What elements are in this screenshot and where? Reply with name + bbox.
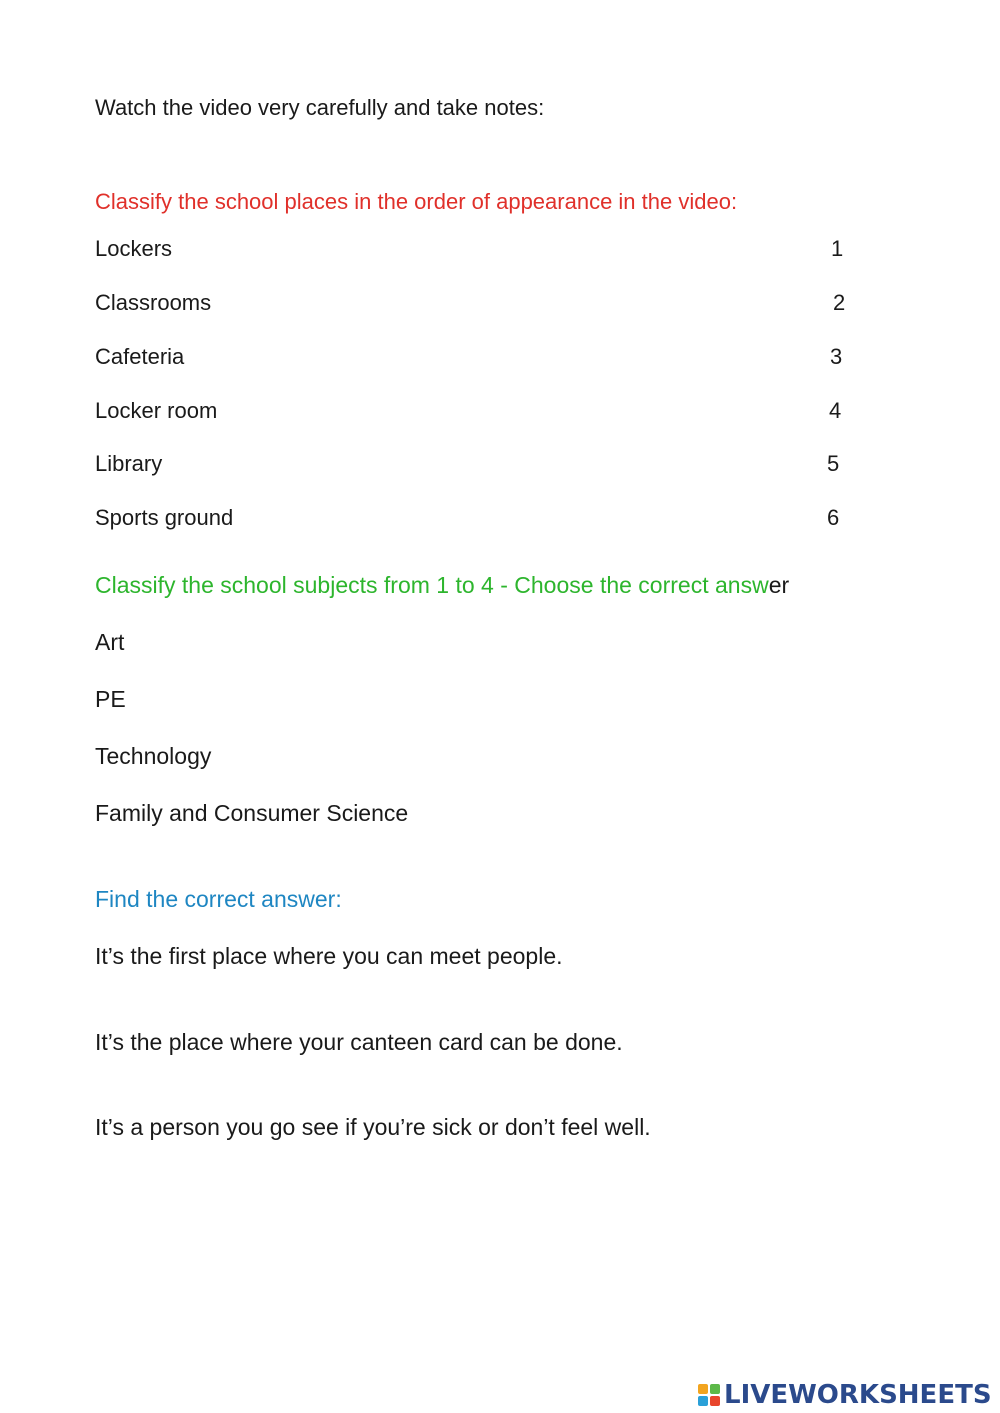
instructions-text: Watch the video very carefully and take notes: [95, 95, 545, 120]
place-number: 6 [827, 505, 840, 530]
logo-text: LIVEWORKSHEETS [724, 1380, 992, 1410]
place-number: 4 [829, 398, 842, 423]
section-heading-answers: Find the correct answer: [95, 886, 342, 912]
place-number: 3 [830, 344, 843, 369]
section-heading-subjects-tail: er [768, 572, 790, 598]
place-number: 1 [831, 236, 844, 261]
place-number: 5 [827, 451, 840, 476]
subject-item: Art [95, 629, 125, 655]
place-label: Classrooms [95, 290, 212, 315]
subject-item: Technology [95, 743, 212, 769]
section-heading-places: Classify the school places in the order of appearance in the video: [95, 189, 738, 214]
place-label: Library [95, 451, 163, 476]
liveworksheets-logo [698, 1380, 992, 1410]
place-label: Sports ground [95, 505, 234, 530]
place-label: Locker room [95, 398, 218, 423]
question-text: It’s the place where your canteen card can be done. [95, 1029, 623, 1055]
section-heading-subjects [95, 574, 789, 597]
section-heading-subjects-main: Classify the school subjects from 1 to 4 - Choose the correct answ [95, 572, 769, 598]
question-text: It’s a person you go see if you’re sick or don’t feel well. [95, 1114, 651, 1140]
question-text: It’s the first place where you can meet people. [95, 943, 563, 969]
place-number: 2 [833, 290, 846, 315]
place-label: Cafeteria [95, 344, 185, 369]
subject-item: Family and Consumer Science [95, 800, 409, 826]
liveworksheets-logo-icon [698, 1384, 720, 1406]
place-label: Lockers [95, 236, 173, 261]
subject-item: PE [95, 686, 126, 712]
